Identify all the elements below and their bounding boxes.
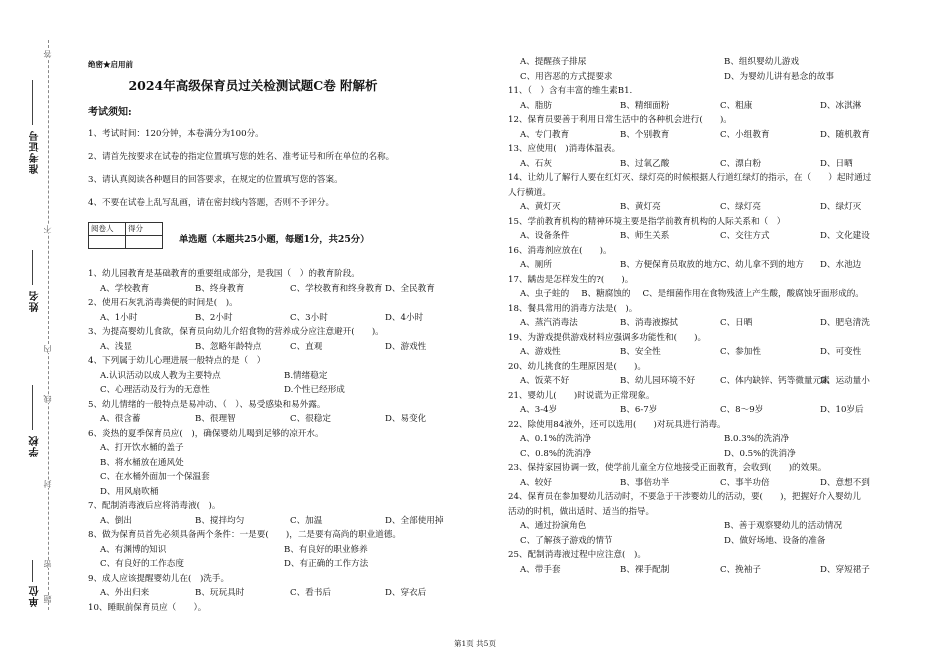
answer-options: [508, 316, 928, 331]
notice-item: 4、不要在试卷上乱写乱画，请在密封线内答题，否则不予评分。: [88, 198, 335, 208]
binding-mark: 线: [43, 395, 52, 403]
score-cell[interactable]: [126, 236, 163, 249]
answer-option[interactable]: A、专门教育: [520, 129, 570, 140]
answer-option[interactable]: A、较好: [520, 477, 552, 488]
answer-option[interactable]: B、幼儿园环境不好: [620, 376, 696, 386]
question-text: 2、使用石灰乳消毒粪便的时间是( )。: [88, 298, 238, 308]
answer-option[interactable]: C、挽袖子: [720, 564, 761, 575]
question-text: 21、婴幼儿( )时说谎为正常现象。: [508, 390, 655, 401]
answer-option[interactable]: A、黄灯灭: [520, 202, 561, 212]
answer-option[interactable]: C、绿灯亮: [720, 202, 761, 212]
question-text: 4、下列属于幼儿心理进展一般特点的是（ ）: [88, 356, 266, 366]
answer-option[interactable]: C、3小时: [290, 312, 328, 323]
answer-option[interactable]: C、粗康: [720, 100, 753, 111]
question-text: 22、除使用84液外，还可以选用( )对玩具进行消毒。: [508, 419, 726, 430]
notice-heading: 考试须知:: [88, 107, 132, 118]
answer-option[interactable]: A、厕所: [520, 260, 552, 270]
answer-option[interactable]: D、运动量小: [820, 376, 870, 386]
answer-option[interactable]: A、游戏性: [520, 347, 561, 357]
answer-options: [508, 519, 928, 548]
answer-options: [508, 55, 928, 84]
answer-option[interactable]: B.0.3%的洗消净: [724, 434, 790, 444]
answer-option[interactable]: D、4小时: [385, 312, 424, 323]
answer-option[interactable]: B、糖腐蚀的: [581, 289, 631, 299]
answer-option[interactable]: D、日晒: [820, 158, 853, 169]
answer-option[interactable]: B、搅拌均匀: [195, 515, 245, 526]
answer-options: [508, 345, 928, 360]
section-heading: 单选题（本题共25小题，每题1分，共25分）: [179, 233, 370, 245]
seal-line: [48, 40, 49, 610]
answer-option[interactable]: D、易变化: [385, 414, 427, 424]
answer-options: [508, 157, 928, 172]
question-text: 10、睡眠前保育员应（ ）。: [88, 602, 207, 613]
answer-option[interactable]: D、随机教育: [820, 129, 870, 140]
unit-line: [32, 560, 33, 582]
answer-option[interactable]: A.认识活动以成人教为主要特点: [100, 370, 221, 381]
answer-option[interactable]: D、0.5%的洗消净: [724, 448, 796, 459]
question-text: 25、配制消毒液过程中应注意( )。: [508, 550, 646, 560]
exam-number-line: [32, 80, 33, 125]
answer-option[interactable]: D、有正确的工作方法: [284, 559, 369, 569]
answer-option[interactable]: B.情绪稳定: [284, 370, 328, 381]
answer-options: [508, 403, 928, 418]
question-text: 13、应使用( )消毒体温表。: [508, 144, 621, 154]
answer-option[interactable]: A、石灰: [520, 158, 552, 169]
question-text-continued: 活动的时机，做出适时、适当的指导。: [508, 506, 655, 517]
binding-mark: 不: [43, 225, 52, 233]
binding-mark: 内: [43, 345, 52, 353]
answer-option[interactable]: D、可变性: [820, 347, 862, 357]
question-text: 6、炎热的夏季保育员应( )，确保婴幼儿喝到足够的凉开水。: [88, 428, 324, 439]
answer-option[interactable]: C、漂白粉: [720, 158, 761, 169]
question-text: 14、让幼儿了解行人要在红灯灭、绿灯亮的时候根据人行道红绿灯的指示，在（ ）起时通过: [508, 173, 872, 183]
answer-option[interactable]: A、虫子蛀的: [520, 289, 570, 299]
answer-options: [508, 476, 928, 491]
question-text-continued: 人行横道。: [508, 187, 551, 198]
answer-options: [508, 432, 928, 461]
binding-label-unit: 单位: [30, 585, 41, 607]
question-text: 16、消毒剂应放在( )。: [508, 245, 612, 256]
answer-option[interactable]: A、3-4岁: [520, 405, 558, 415]
answer-option[interactable]: B、事倍功半: [620, 477, 670, 488]
question-text: 11、（ ）含有丰富的维生素B1.: [508, 86, 633, 96]
answer-options: [88, 514, 468, 529]
answer-option[interactable]: A、有渊博的知识: [100, 544, 167, 555]
answer-option[interactable]: C、日晒: [720, 318, 753, 328]
answer-option[interactable]: D、全部使用掉: [385, 515, 444, 526]
binding-label-exam-number: 准考证号: [30, 130, 41, 174]
answer-option[interactable]: A、通过扮演角色: [520, 521, 587, 531]
answer-option[interactable]: A、外出归来: [100, 588, 150, 598]
question-text: 5、幼儿情绪的一般特点是易冲动、（ ）、易受感染和易外露。: [88, 399, 326, 410]
binding-mark: 答: [43, 50, 52, 58]
binding-mark: 封: [43, 480, 52, 488]
score-table: [88, 222, 163, 249]
answer-option[interactable]: C、有良好的工作态度: [100, 559, 184, 569]
answer-option[interactable]: C、很稳定: [290, 414, 331, 424]
question-list-left: [88, 267, 468, 615]
notice-item: 2、请首先按要求在试卷的指定位置填写您的姓名、准考证号和所在单位的名称。: [88, 152, 395, 162]
answer-options: [508, 563, 928, 578]
answer-options: [88, 412, 468, 427]
notice-item: 3、请认真阅读各种题目的回答要求，在规定的位置填写您的答案。: [88, 175, 343, 185]
binding-label-school: 学校: [30, 435, 41, 457]
answer-options: [508, 229, 928, 244]
answer-option[interactable]: D、为婴幼儿讲有悬念的故事: [724, 71, 835, 82]
notice-item: 1、考试时间：120分钟，本卷满分为100分。: [88, 129, 264, 139]
answer-option[interactable]: A、提醒孩子排尿: [520, 57, 587, 67]
answer-options: [508, 200, 928, 215]
answer-option[interactable]: B、消毒液擦拭: [620, 318, 678, 328]
answer-option[interactable]: A、打开饮水桶的盖子: [100, 443, 184, 453]
reviewer-header: 阅卷人: [89, 223, 126, 236]
answer-options: [88, 586, 468, 601]
question-text: 12、保育员要善于利用日常生活中的各种机会进行( )。: [508, 115, 732, 125]
answer-option[interactable]: B、师生关系: [620, 231, 670, 241]
answer-option[interactable]: D、穿衣后: [385, 588, 427, 598]
answer-options: [508, 374, 928, 389]
answer-option[interactable]: A、带手套: [520, 564, 561, 575]
answer-option[interactable]: C、0.8%的洗消净: [520, 448, 592, 459]
answer-option[interactable]: C、体内缺锌、钙等微量元素: [720, 376, 830, 386]
answer-option[interactable]: C、直观: [290, 341, 323, 352]
answer-option[interactable]: D、意想不到: [820, 477, 870, 488]
binding-label-name: 姓名: [30, 290, 41, 312]
name-line: [32, 250, 33, 285]
answer-option[interactable]: D、穿短裙子: [820, 564, 870, 575]
question-text: 15、学前教育机构的精神环境主要是指学前教育机构的人际关系和（ ）: [508, 216, 786, 227]
question-text: 20、幼儿挑食的生理原因是( )。: [508, 361, 646, 372]
answer-option[interactable]: B、很理智: [195, 414, 236, 424]
answer-option[interactable]: C、加温: [290, 515, 323, 526]
question-text: 23、保持家园协调一致，使学前儿童全方位地接受正面教育，会收到( )的效果。: [508, 463, 827, 473]
answer-option[interactable]: C、交往方式: [720, 231, 770, 241]
answer-option[interactable]: A、蒸汽消毒法: [520, 318, 578, 328]
answer-option[interactable]: C、用咨恶的方式提要求: [520, 71, 613, 82]
answer-option[interactable]: A、1小时: [100, 312, 138, 323]
answer-option[interactable]: D.个性已经形成: [284, 385, 345, 395]
question-text: 9、成人应该提醒婴幼儿在( )洗手。: [88, 573, 230, 584]
score-row: [88, 219, 468, 249]
answer-option[interactable]: D、肥皂清洗: [820, 318, 870, 328]
answer-options: [88, 340, 468, 355]
answer-option[interactable]: B、裸手配制: [620, 564, 670, 575]
answer-option[interactable]: A、浅显: [100, 341, 132, 352]
answer-option[interactable]: C、8～9岁: [720, 405, 764, 415]
answer-options: [88, 282, 468, 297]
question-text: 7、配制消毒液后应将消毒液( )。: [88, 501, 221, 511]
answer-option[interactable]: D、水池边: [820, 260, 862, 270]
answer-option[interactable]: D、绿灯灭: [820, 202, 862, 212]
score-header: 得分: [126, 223, 163, 236]
secret-label: 绝密★启用前: [88, 60, 133, 69]
answer-option[interactable]: C、看书后: [290, 588, 331, 598]
answer-option[interactable]: B、2小时: [195, 312, 233, 323]
binding-mark: 题: [43, 595, 52, 603]
answer-option[interactable]: D、文化建设: [820, 231, 870, 241]
answer-options: [88, 543, 468, 572]
page-title: 2024年高级保育员过关检测试题C卷 附解析: [128, 78, 378, 93]
answer-option[interactable]: B、6-7岁: [620, 405, 658, 415]
answer-option[interactable]: A、0.1%的洗消净: [520, 434, 592, 444]
question-list-right: [508, 55, 928, 577]
question-text: 17、龋齿是怎样发生的?( )。: [508, 274, 634, 285]
answer-option[interactable]: A、设备条件: [520, 231, 570, 241]
answer-option[interactable]: A、倒出: [100, 515, 132, 526]
answer-option[interactable]: D、做好场地、设备的准备: [724, 535, 826, 546]
answer-options: [508, 128, 928, 143]
answer-option[interactable]: C、在水桶外面加一个保温套: [100, 472, 210, 482]
answer-option[interactable]: D、冰淇淋: [820, 100, 862, 111]
school-line: [32, 385, 33, 430]
answer-option[interactable]: C、参加性: [720, 347, 761, 357]
question-text: 19、为游戏提供游戏材料应强调多功能性和( )。: [508, 332, 707, 343]
answer-option[interactable]: B、方便保育员取放的地方: [620, 260, 721, 270]
answer-option[interactable]: C、了解孩子游戏的情节: [520, 535, 613, 546]
question-text: 3、为提高婴幼儿食欲，保育员向幼儿介绍食物的营养成分应注意避开( )。: [88, 327, 384, 337]
binding-mark: 密: [43, 560, 52, 568]
answer-option[interactable]: B、组织婴幼儿游戏: [724, 57, 800, 67]
answer-option[interactable]: C、事半功倍: [720, 477, 770, 488]
answer-option[interactable]: B、善于观察婴幼儿的活动情况: [724, 521, 843, 531]
answer-options: [88, 311, 468, 326]
answer-option[interactable]: C、小组教育: [720, 129, 770, 140]
answer-option[interactable]: B、过氧乙酸: [620, 158, 670, 169]
binding-strip: [0, 40, 70, 650]
answer-option[interactable]: B、有良好的职业修养: [284, 544, 368, 555]
answer-option[interactable]: B、忽略年龄特点: [195, 341, 262, 352]
answer-option[interactable]: D、游戏性: [385, 341, 427, 352]
answer-option[interactable]: B、终身教育: [195, 283, 245, 294]
answer-option[interactable]: B、玩玩具时: [195, 588, 245, 598]
answer-option[interactable]: B、黄灯亮: [620, 202, 661, 212]
reviewer-cell[interactable]: [89, 236, 126, 249]
answer-options: [508, 287, 928, 302]
question-text: 8、做为保育员首先必须具备两个条件：一是要( )，二是要有高尚的职业道德。: [88, 530, 401, 540]
answer-option[interactable]: A、脂肪: [520, 100, 552, 111]
answer-options: [508, 99, 928, 114]
answer-option[interactable]: B、精细面粉: [620, 100, 670, 111]
left-column: [88, 58, 468, 615]
answer-option[interactable]: B、个别教育: [620, 129, 670, 140]
answer-option[interactable]: B、安全性: [620, 347, 661, 357]
answer-option[interactable]: C、是细菌作用在食物残渣上产生酸，酸腐蚀牙面形成的。: [642, 289, 864, 299]
answer-option[interactable]: B、将水桶放在通风处: [100, 457, 184, 468]
answer-options: [88, 369, 468, 398]
answer-option[interactable]: C、心理活动及行为的无意性: [100, 385, 210, 395]
question-text: 24、保育员在参加婴幼儿活动时，不要急于干涉婴幼儿的活动，要( )，把握好介入婴幼儿: [508, 492, 861, 502]
page-footer: 第1页 共5页: [454, 639, 496, 648]
question-text: 1、幼儿园教育是基础教育的重要组成部分，是我国（ ）的教育阶段。: [88, 269, 360, 279]
answer-option[interactable]: C、学校教育和终身教育: [290, 283, 383, 294]
answer-option[interactable]: A、很含蓄: [100, 414, 141, 424]
answer-option[interactable]: D、全民教育: [385, 283, 435, 294]
question-text: 18、餐具常用的消毒方法是( )。: [508, 303, 638, 314]
answer-option[interactable]: D、10岁后: [820, 405, 864, 415]
answer-option[interactable]: C、幼儿拿不到的地方: [720, 260, 804, 270]
answer-option[interactable]: D、用风扇吹桶: [100, 486, 159, 497]
answer-option[interactable]: A、学校教育: [100, 283, 150, 294]
answer-option[interactable]: A、饭菜不好: [520, 376, 570, 386]
answer-options: [508, 258, 928, 273]
